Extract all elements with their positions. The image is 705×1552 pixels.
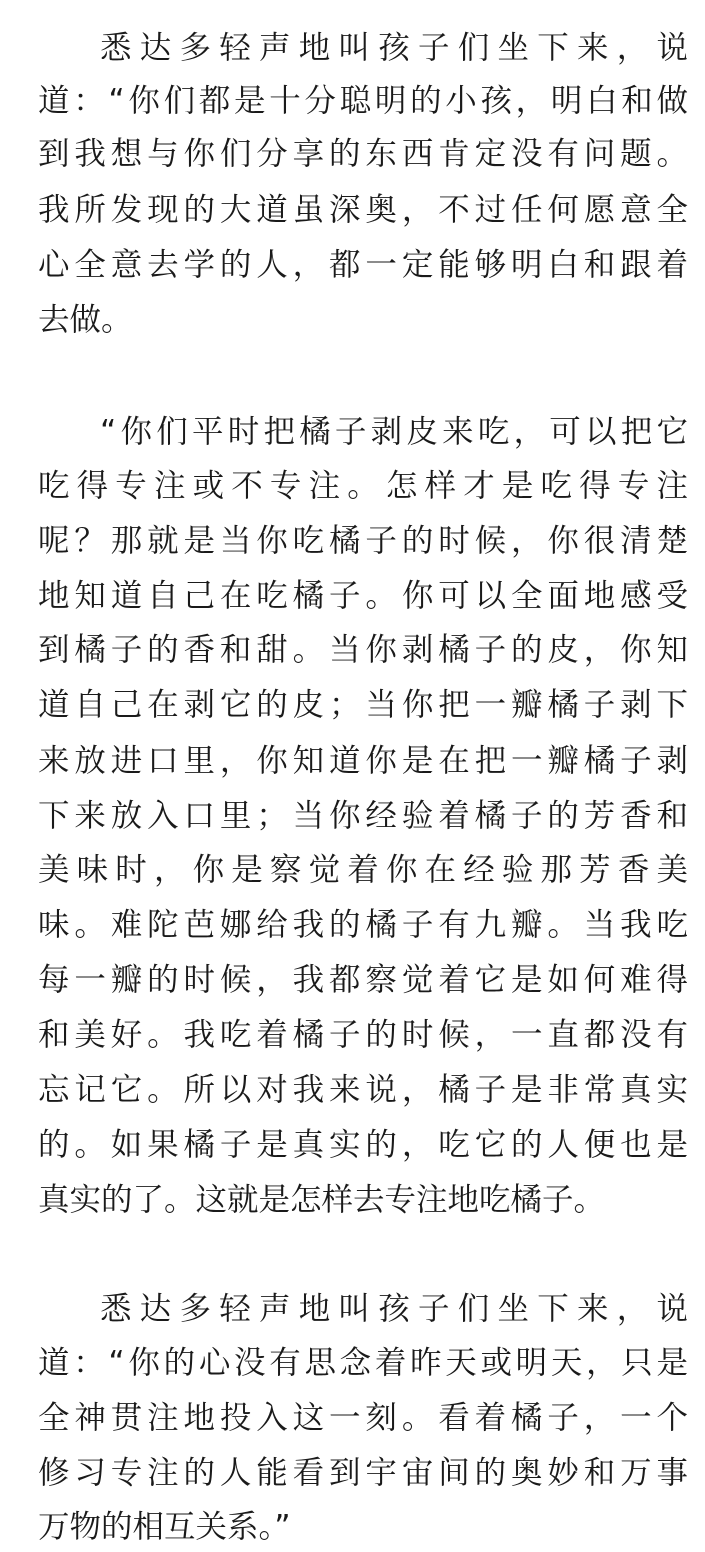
paragraph-3-line-1: 悉达多轻声地叫孩子们坐下来，说 <box>100 1291 688 1327</box>
paragraph-2-line-8: 下来放入口里；当你经验着橘子的芳香和 <box>38 798 688 834</box>
paragraph-3-line-2: 道：“你的心没有思念着昨天或明天，只是 <box>38 1345 688 1381</box>
paragraph-2-line-9: 美味时，你是察觉着你在经验那芳香美 <box>38 852 688 888</box>
paragraph-2-line-5: 到橘子的香和甜。当你剥橘子的皮，你知 <box>38 632 688 668</box>
paragraph-2-line-7: 来放进口里，你知道你是在把一瓣橘子剥 <box>38 743 688 779</box>
paragraph-2-line-10: 味。难陀芭娜给我的橘子有九瓣。当我吃 <box>38 907 688 943</box>
paragraph-2-line-12: 和美好。我吃着橘子的时候，一直都没有 <box>38 1017 688 1053</box>
paragraph-2-line-14: 的。如果橘子是真实的，吃它的人便也是 <box>38 1127 688 1163</box>
paragraph-1-line-4: 我所发现的大道虽深奥，不过任何愿意全 <box>38 192 688 228</box>
paragraph-2-line-2: 吃得专注或不专注。怎样才是吃得专注 <box>38 468 688 504</box>
paragraph-3-line-4: 修习专注的人能看到宇宙间的奥妙和万事 <box>38 1455 688 1491</box>
paragraph-1-line-2: 道：“你们都是十分聪明的小孩，明白和做 <box>38 83 688 119</box>
paragraph-1-line-3: 到我想与你们分享的东西肯定没有问题。 <box>38 136 688 172</box>
paragraph-2-line-15: 真实的了。这就是怎样去专注地吃橘子。 <box>38 1182 606 1218</box>
paragraph-1-line-5: 心全意去学的人，都一定能够明白和跟着 <box>38 247 688 283</box>
paragraph-1-line-6: 去做。 <box>38 302 133 338</box>
paragraph-3-line-3: 全神贯注地投入这一刻。看着橘子，一个 <box>38 1400 688 1436</box>
paragraph-2-line-1: “你们平时把橘子剥皮来吃，可以把它 <box>100 414 688 450</box>
paragraph-2-line-11: 每一瓣的时候，我都察觉着它是如何难得 <box>38 962 688 998</box>
paragraph-2-line-13: 忘记它。所以对我来说，橘子是非常真实 <box>38 1072 688 1108</box>
paragraph-2-line-6: 道自己在剥它的皮；当你把一瓣橘子剥下 <box>38 687 688 723</box>
paragraph-3-line-5: 万物的相互关系。” <box>38 1509 291 1545</box>
paragraph-2-line-4: 地知道自己在吃橘子。你可以全面地感受 <box>38 578 688 614</box>
paragraph-1-line-1: 悉达多轻声地叫孩子们坐下来，说 <box>100 30 688 66</box>
paragraph-2-line-3: 呢？那就是当你吃橘子的时候，你很清楚 <box>38 523 688 559</box>
